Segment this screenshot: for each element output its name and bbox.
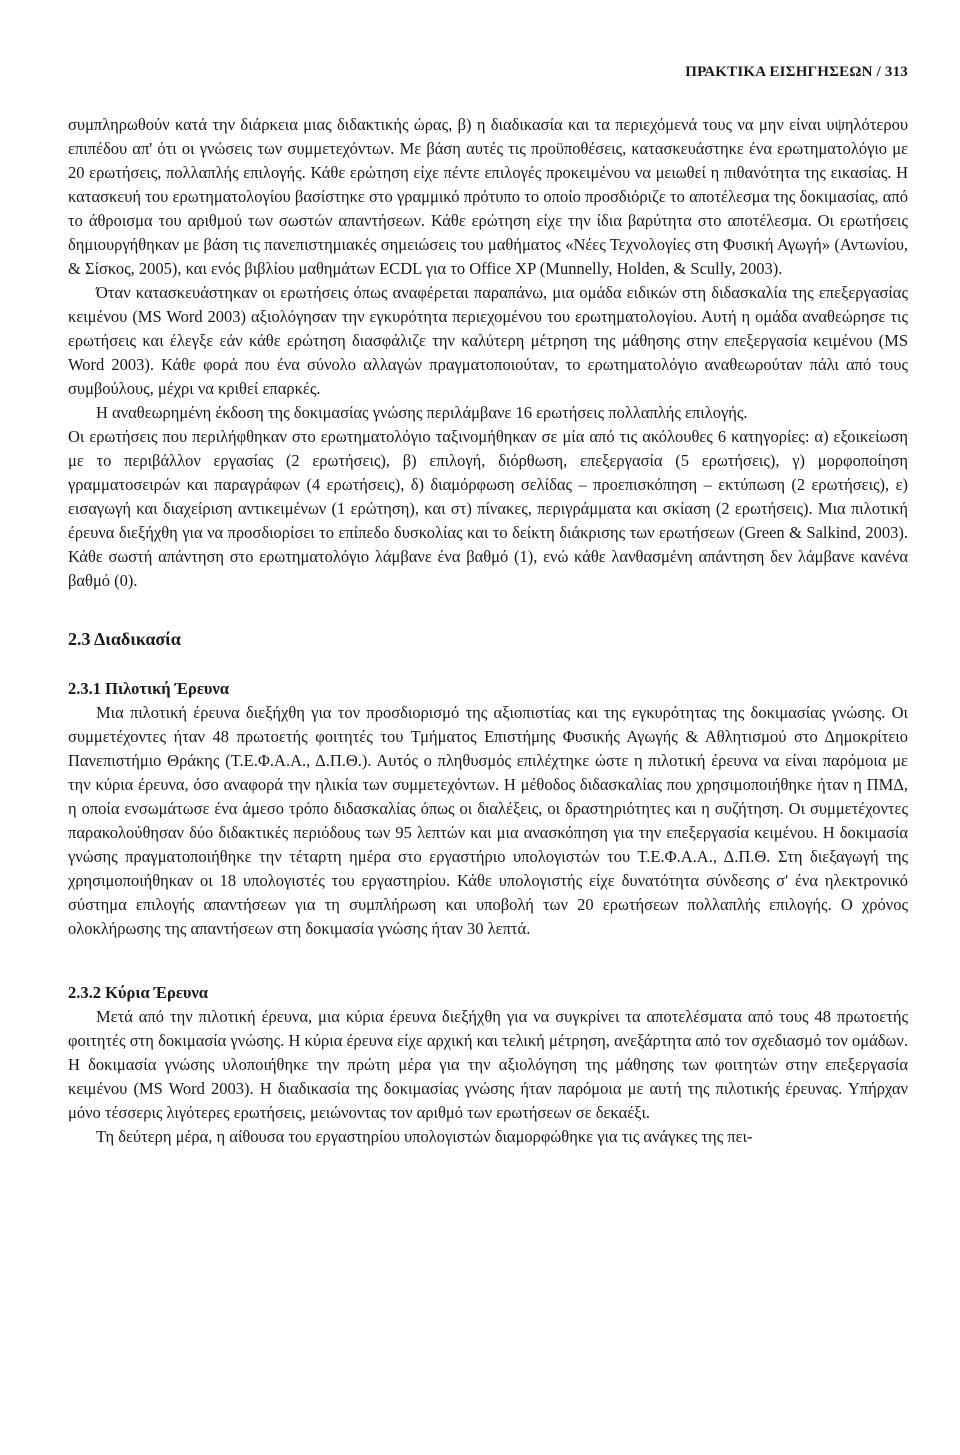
subsection-heading-main: 2.3.2 Κύρια Έρευνα (68, 983, 209, 1002)
paragraph-revised-version: Η αναθεωρημένη έκδοση της δοκιμασίας γνώσης περιλάμβανε 16 ερωτήσεις πολλαπλής επιλογής. (96, 403, 748, 422)
paragraph-content-validity: Όταν κατασκευάστηκαν οι ερωτήσεις όπως αναφέρεται παραπάνω, μια ομάδα ειδικών στη διδασκαλία της επεξεργασίας κειμένου (MS Word 2003) αξιολόγησαν την εγκυρότητα περιεχομένου του ερωτηματολογίου. Αυτή η ομάδα αναθεώρησε τις ερωτήσεις και έλεγξε εάν κάθε ερώτηση διασφάλιζε την καλύτερη μέτρηση της μάθησης στην επεξεργασία κειμένου (MS Word 2003). Κάθε φορά που ένα σύνολο αλλαγών πραγματοποιούταν, το ερωτηματολόγιο αναθεωρούταν πάλι από τους συμβούλους, μέχρι να κριθεί επαρκές. (68, 283, 908, 398)
article-body (68, 113, 908, 1149)
paragraph-second-day: Τη δεύτερη μέρα, η αίθουσα του εργαστηρίου υπολογιστών διαμορφώθηκε για τις ανάγκες της πει- (96, 1127, 753, 1146)
spacer (68, 651, 908, 677)
running-head: ΠΡΑΚΤΙΚΑ ΕΙΣΗΓΗΣΕΩΝ / 313 (685, 64, 908, 80)
paragraph-main-study: Μετά από την πιλοτική έρευνα, μια κύρια έρευνα διεξήχθη για να συγκρίνει τα αποτελέσματα από τους 48 πρωτοετής φοιτητές στη δοκιμασία γνώσης. Η κύρια έρευνα είχε αρχική και τελική μέτρηση, ανεξάρτητα από τον σχεδιασμό τον ομάδων. Η δοκιμασία γνώσης υλοποιήθηκε την πρώτη μέρα για την αξιολόγηση της μάθησης των φοιτητών στην επεξεργασία κειμένου (MS Word 2003). Η διαδικασία της δοκιμασίας γνώσης ήταν παρόμοια με αυτή της πιλοτικής έρευνας. Υπήρχαν μόνο τέσσερις λιγότερες ερωτήσεις, μειώνοντας τον αριθμό των ερωτήσεων σε δεκαέξι. (68, 1007, 908, 1122)
spacer (68, 941, 908, 981)
spacer (68, 593, 908, 627)
section-heading: 2.3 Διαδικασία (68, 629, 181, 649)
subsection-heading-pilot: 2.3.1 Πιλοτική Έρευνα (68, 679, 230, 698)
paragraph-pilot-study: Μια πιλοτική έρευνα διεξήχθη για τον προσδιορισμό της αξιοπιστίας και της εγκυρότητας της δοκιμασίας γνώσης. Οι συμμετέχοντες ήταν 48 πρωτοετής φοιτητές του Τμήματος Επιστήμης Φυσικής Αγωγής & Αθλητισμού στο Δημοκρίτειο Πανεπιστήμιο Θράκης (Τ.Ε.Φ.Α.Α., Δ.Π.Θ.). Αυτός ο πληθυσμός επιλέχτηκε ώστε η πιλοτική έρευνα να είναι παρόμοια με την κύρια έρευνα, όσο αναφορά την ηλικία των συμμετεχόντων. Η μέθοδος διδασκαλίας που χρησιμοποιήθηκε ήταν η ΠΜΔ, η οποία ενσωμάτωσε ένα άμεσο τρόπο διδασκαλίας όπως οι διαλέξεις, οι δραστηριότητες και η συζήτηση. Οι συμμετέχοντες παρακολούθησαν δύο διδακτικές περιόδους των 95 λεπτών και μια ανασκόπηση για την επεξεργασία κειμένου. Η δοκιμασία γνώσης πραγματοποιήθηκε την τέταρτη ημέρα στο εργαστήριο υπολογιστών του Τ.Ε.Φ.Α.Α., Δ.Π.Θ. Στη διεξαγωγή της χρησιμοποιήθηκαν οι 18 υπολογιστές του εργαστηρίου. Κάθε υπολογιστής είχε δυνατότητα σύνδεσης σ' ένα ηλεκτρονικό σύστημα επιλογής απαντήσεων για τη συμπλήρωση και υποβολή των 20 ερωτήσεων πολλαπλής επιλογής. Ο χρόνος ολοκλήρωσης της απαντήσεων στη δοκιμασία γνώσης ήταν 30 λεπτά. (68, 703, 908, 938)
paragraph-questionnaire-construction: συμπληρωθούν κατά την διάρκεια μιας διδακτικής ώρας, β) η διαδικασία και τα περιεχόμενά τους να μην είναι υψηλότερου επιπέδου απ' ότι οι γνώσεις των συμμετεχόντων. Με βάση αυτές τις προϋποθέσεις, κατασκευάστηκε ένα ερωτηματολόγιο με 20 ερωτήσεις, πολλαπλής επιλογής. Κάθε ερώτηση είχε πέντε επιλογές προκειμένου να μειωθεί η πιθανότητα της εικασίας. Η κατασκευή του ερωτηματολογίου βασίστηκε στο γραμμικό πρότυπο το οποίο προσδιόριζε το αποτέλεσμα της δοκιμασίας, από το άθροισμα του αριθμού των σωστών απαντήσεων. Κάθε ερώτηση είχε την ίδια βαρύτητα στο αποτέλεσμα. Οι ερωτήσεις δημιουργήθηκαν με βάση τις πανεπιστημιακές σημειώσεις του μαθήματος «Νέες Τεχνολογίες στη Φυσική Αγωγή» (Αντωνίου, & Σίσκος, 2005), και ενός βιβλίου μαθημάτων ECDL για το Office XP (Munnelly, Holden, & Scully, 2003). (68, 115, 908, 278)
paragraph-question-categories: Οι ερωτήσεις που περιλήφθηκαν στο ερωτηματολόγιο ταξινομήθηκαν σε μία από τις ακόλουθες 6 κατηγορίες: α) εξοικείωση με το περιβάλλον εργασίας (2 ερωτήσεις), β) επιλογή, διόρθωση, επεξεργασία (5 ερωτήσεις), γ) μορφοποίηση γραμματοσειρών και παραγράφων (4 ερωτήσεις), δ) διαμόρφωση σελίδας – προεπισκόπηση – εκτύπωση (2 ερωτήσεις), ε) εισαγωγή και διαχείριση αντικειμένων (1 ερώτηση), και στ) πίνακες, περιγράμματα και σκίαση (2 ερωτήσεις). Μια πιλοτική έρευνα διεξήχθη για να προσδιορίσει το επίπεδο δυσκολίας και το δείκτη διάκρισης των ερωτήσεων (Green & Salkind, 2003). Κάθε σωστή απάντηση στο ερωτηματολόγιο λάμβανε ένα βαθμό (1), ενώ κάθε λανθασμένη απάντηση δεν λάμβανε κανένα βαθμό (0). (68, 427, 908, 590)
